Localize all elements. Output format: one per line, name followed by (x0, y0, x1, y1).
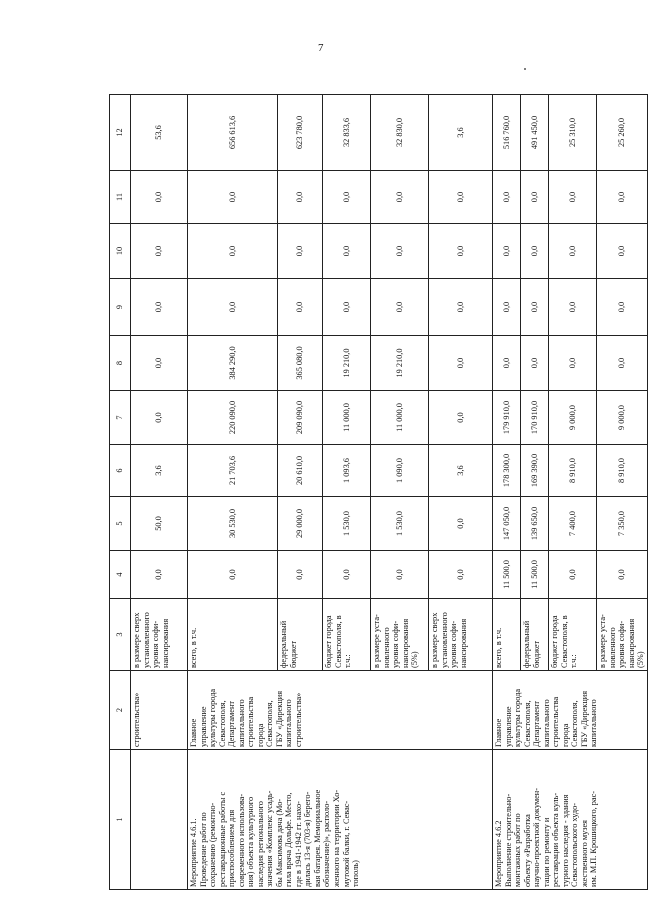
value-cell: 29 000,0 (278, 497, 323, 551)
value-cell: 220 090,0 (188, 391, 278, 445)
value-cell: 8 910,0 (597, 445, 648, 497)
value-cell: 0,0 (521, 171, 549, 224)
value-cell: 0,0 (549, 224, 597, 279)
value-cell: 50,0 (131, 497, 188, 551)
value-cell: 30 530,0 (188, 497, 278, 551)
value-cell: 0,0 (493, 224, 521, 279)
value-cell: 0,0 (131, 336, 188, 391)
value-cell: 491 450,0 (521, 95, 549, 171)
value-cell: 0,0 (131, 171, 188, 224)
value-cell: 0,0 (323, 551, 371, 599)
column-number-header: 4 (110, 551, 131, 599)
value-cell: 1 530,0 (371, 497, 429, 551)
value-cell: 0,0 (549, 171, 597, 224)
column-number-header: 12 (110, 95, 131, 171)
value-cell: 0,0 (429, 551, 493, 599)
value-cell: 0,0 (188, 279, 278, 336)
value-cell: 170 910,0 (521, 391, 549, 445)
executor-cell: строительства» (131, 671, 188, 750)
funding-source-cell: бюджет города Севастополя, в т.ч.: (549, 599, 597, 671)
column-number-header: 3 (110, 599, 131, 671)
value-cell: 3,6 (429, 95, 493, 171)
value-cell: 32 830,0 (371, 95, 429, 171)
activity-cell (131, 750, 188, 890)
value-cell: 209 090,0 (278, 391, 323, 445)
value-cell: 0,0 (597, 279, 648, 336)
value-cell: 3,6 (131, 445, 188, 497)
value-cell: 178 300,0 (493, 445, 521, 497)
value-cell: 1 093,6 (323, 445, 371, 497)
scan-speck (524, 68, 526, 70)
value-cell: 656 613,6 (188, 95, 278, 171)
funding-source-cell: в размере уста- новленного уровня софи- нансирования (5%) (371, 599, 429, 671)
value-cell: 0,0 (429, 171, 493, 224)
column-number-header: 8 (110, 336, 131, 391)
activity-cell: Мероприятие 4.6.1. Проведение работ по сохранению (ремонтно- реставрационные работы с приспособлением для современного использова- ния) объекта культурного наследия регионального значения «Комплекс усадь- бы Максимова дача (Мо- гила врача Дольфе. Место, где в 1941-1942 гг. нахо- дилась 13-я (703-я) берего- вая батарея. Мемориальное обозначение)», располо- женного на территории Хо- мутовой балки, г. Севас- тополь) (188, 750, 493, 890)
value-cell: 0,0 (493, 336, 521, 391)
value-cell: 179 910,0 (493, 391, 521, 445)
value-cell: 0,0 (131, 391, 188, 445)
executor-cell: Главное управление культуры города Севастополя, Департамент капитального строительства города Севастополя, ГБУ «Дирекция капитального (493, 671, 648, 750)
value-cell: 11 000,0 (323, 391, 371, 445)
table-body (110, 95, 648, 890)
value-cell: 8 910,0 (549, 445, 597, 497)
value-cell: 9 000,0 (549, 391, 597, 445)
value-cell: 0,0 (371, 551, 429, 599)
value-cell: 7 350,0 (597, 497, 648, 551)
header-row (110, 95, 131, 890)
value-cell: 19 210,0 (323, 336, 371, 391)
budget-table (109, 94, 648, 890)
value-cell: 0,0 (549, 279, 597, 336)
value-cell: 0,0 (521, 224, 549, 279)
funding-source-cell: всего, в т.ч. (493, 599, 521, 671)
value-cell: 11 500,0 (493, 551, 521, 599)
value-cell: 0,0 (278, 279, 323, 336)
funding-source-cell: федеральный бюджет (278, 599, 323, 671)
funding-source-cell: в размере сверх установленного уровня софи- нансирования (429, 599, 493, 671)
funding-source-cell: бюджет города Севастополя, в т.ч.: (323, 599, 371, 671)
funding-source-cell: федеральный бюджет (521, 599, 549, 671)
value-cell: 25 260,0 (597, 95, 648, 171)
value-cell: 0,0 (278, 224, 323, 279)
value-cell: 365 080,0 (278, 336, 323, 391)
column-number-header: 6 (110, 445, 131, 497)
value-cell: 7 400,0 (549, 497, 597, 551)
value-cell: 0,0 (188, 551, 278, 599)
value-cell: 0,0 (429, 224, 493, 279)
value-cell: 11 500,0 (521, 551, 549, 599)
activity-cell: Мероприятие 4.6.2 Выполнение строительно- монтажных работ по объекту «Разработка научно-проектной докумен- тации по ремонту и реставрации объекта куль- турного наследия - здания Севастопольского худо- жественного музея им. М.П. Крошицкого, рас- (493, 750, 648, 890)
value-cell: 25 310,0 (549, 95, 597, 171)
value-cell: 0,0 (188, 171, 278, 224)
value-cell: 0,0 (429, 497, 493, 551)
value-cell: 0,0 (371, 171, 429, 224)
value-cell: 0,0 (323, 224, 371, 279)
value-cell: 0,0 (131, 224, 188, 279)
column-number-header: 2 (110, 671, 131, 750)
value-cell: 19 210,0 (371, 336, 429, 391)
table-row (493, 95, 521, 890)
value-cell: 0,0 (131, 279, 188, 336)
column-number-header: 7 (110, 391, 131, 445)
value-cell: 11 000,0 (371, 391, 429, 445)
value-cell: 0,0 (323, 279, 371, 336)
value-cell: 9 000,0 (597, 391, 648, 445)
column-number-header: 9 (110, 279, 131, 336)
value-cell: 0,0 (493, 279, 521, 336)
value-cell: 0,0 (549, 551, 597, 599)
value-cell: 147 050,0 (493, 497, 521, 551)
value-cell: 0,0 (493, 171, 521, 224)
value-cell: 0,0 (597, 551, 648, 599)
value-cell: 0,0 (521, 336, 549, 391)
value-cell: 0,0 (278, 551, 323, 599)
value-cell: 0,0 (323, 171, 371, 224)
value-cell: 0,0 (429, 391, 493, 445)
table-row (188, 95, 278, 890)
column-number-header: 10 (110, 224, 131, 279)
value-cell: 0,0 (521, 279, 549, 336)
value-cell: 0,0 (597, 171, 648, 224)
value-cell: 0,0 (429, 279, 493, 336)
value-cell: 21 703,6 (188, 445, 278, 497)
column-number-header: 5 (110, 497, 131, 551)
value-cell: 0,0 (371, 279, 429, 336)
value-cell: 20 610,0 (278, 445, 323, 497)
page-number: 7 (318, 42, 324, 54)
value-cell: 0,0 (371, 224, 429, 279)
value-cell: 1 530,0 (323, 497, 371, 551)
funding-source-cell: в размере сверх установленного уровня софи- нансирования (131, 599, 188, 671)
value-cell: 0,0 (549, 336, 597, 391)
value-cell: 0,0 (278, 171, 323, 224)
value-cell: 0,0 (597, 336, 648, 391)
value-cell: 1 090,0 (371, 445, 429, 497)
funding-source-cell: в размере уста- новленного уровня софи- нансирования (5%) (597, 599, 648, 671)
value-cell: 53,6 (131, 95, 188, 171)
value-cell: 0,0 (131, 551, 188, 599)
value-cell: 384 290,0 (188, 336, 278, 391)
executor-cell: Главное управление культуры города Севастополя, Департамент капитального строительства города Севастополя, ГБУ «Дирекция капитального строительства» (188, 671, 493, 750)
value-cell: 169 390,0 (521, 445, 549, 497)
column-number-header: 1 (110, 750, 131, 890)
value-cell: 516 760,0 (493, 95, 521, 171)
value-cell: 139 650,0 (521, 497, 549, 551)
value-cell: 0,0 (429, 336, 493, 391)
value-cell: 623 780,0 (278, 95, 323, 171)
rotated-table-container (109, 95, 646, 890)
value-cell: 0,0 (597, 224, 648, 279)
value-cell: 32 833,6 (323, 95, 371, 171)
table-row (131, 95, 188, 890)
value-cell: 0,0 (188, 224, 278, 279)
funding-source-cell: всего, в т.ч. (188, 599, 278, 671)
column-number-header: 11 (110, 171, 131, 224)
value-cell: 3,6 (429, 445, 493, 497)
